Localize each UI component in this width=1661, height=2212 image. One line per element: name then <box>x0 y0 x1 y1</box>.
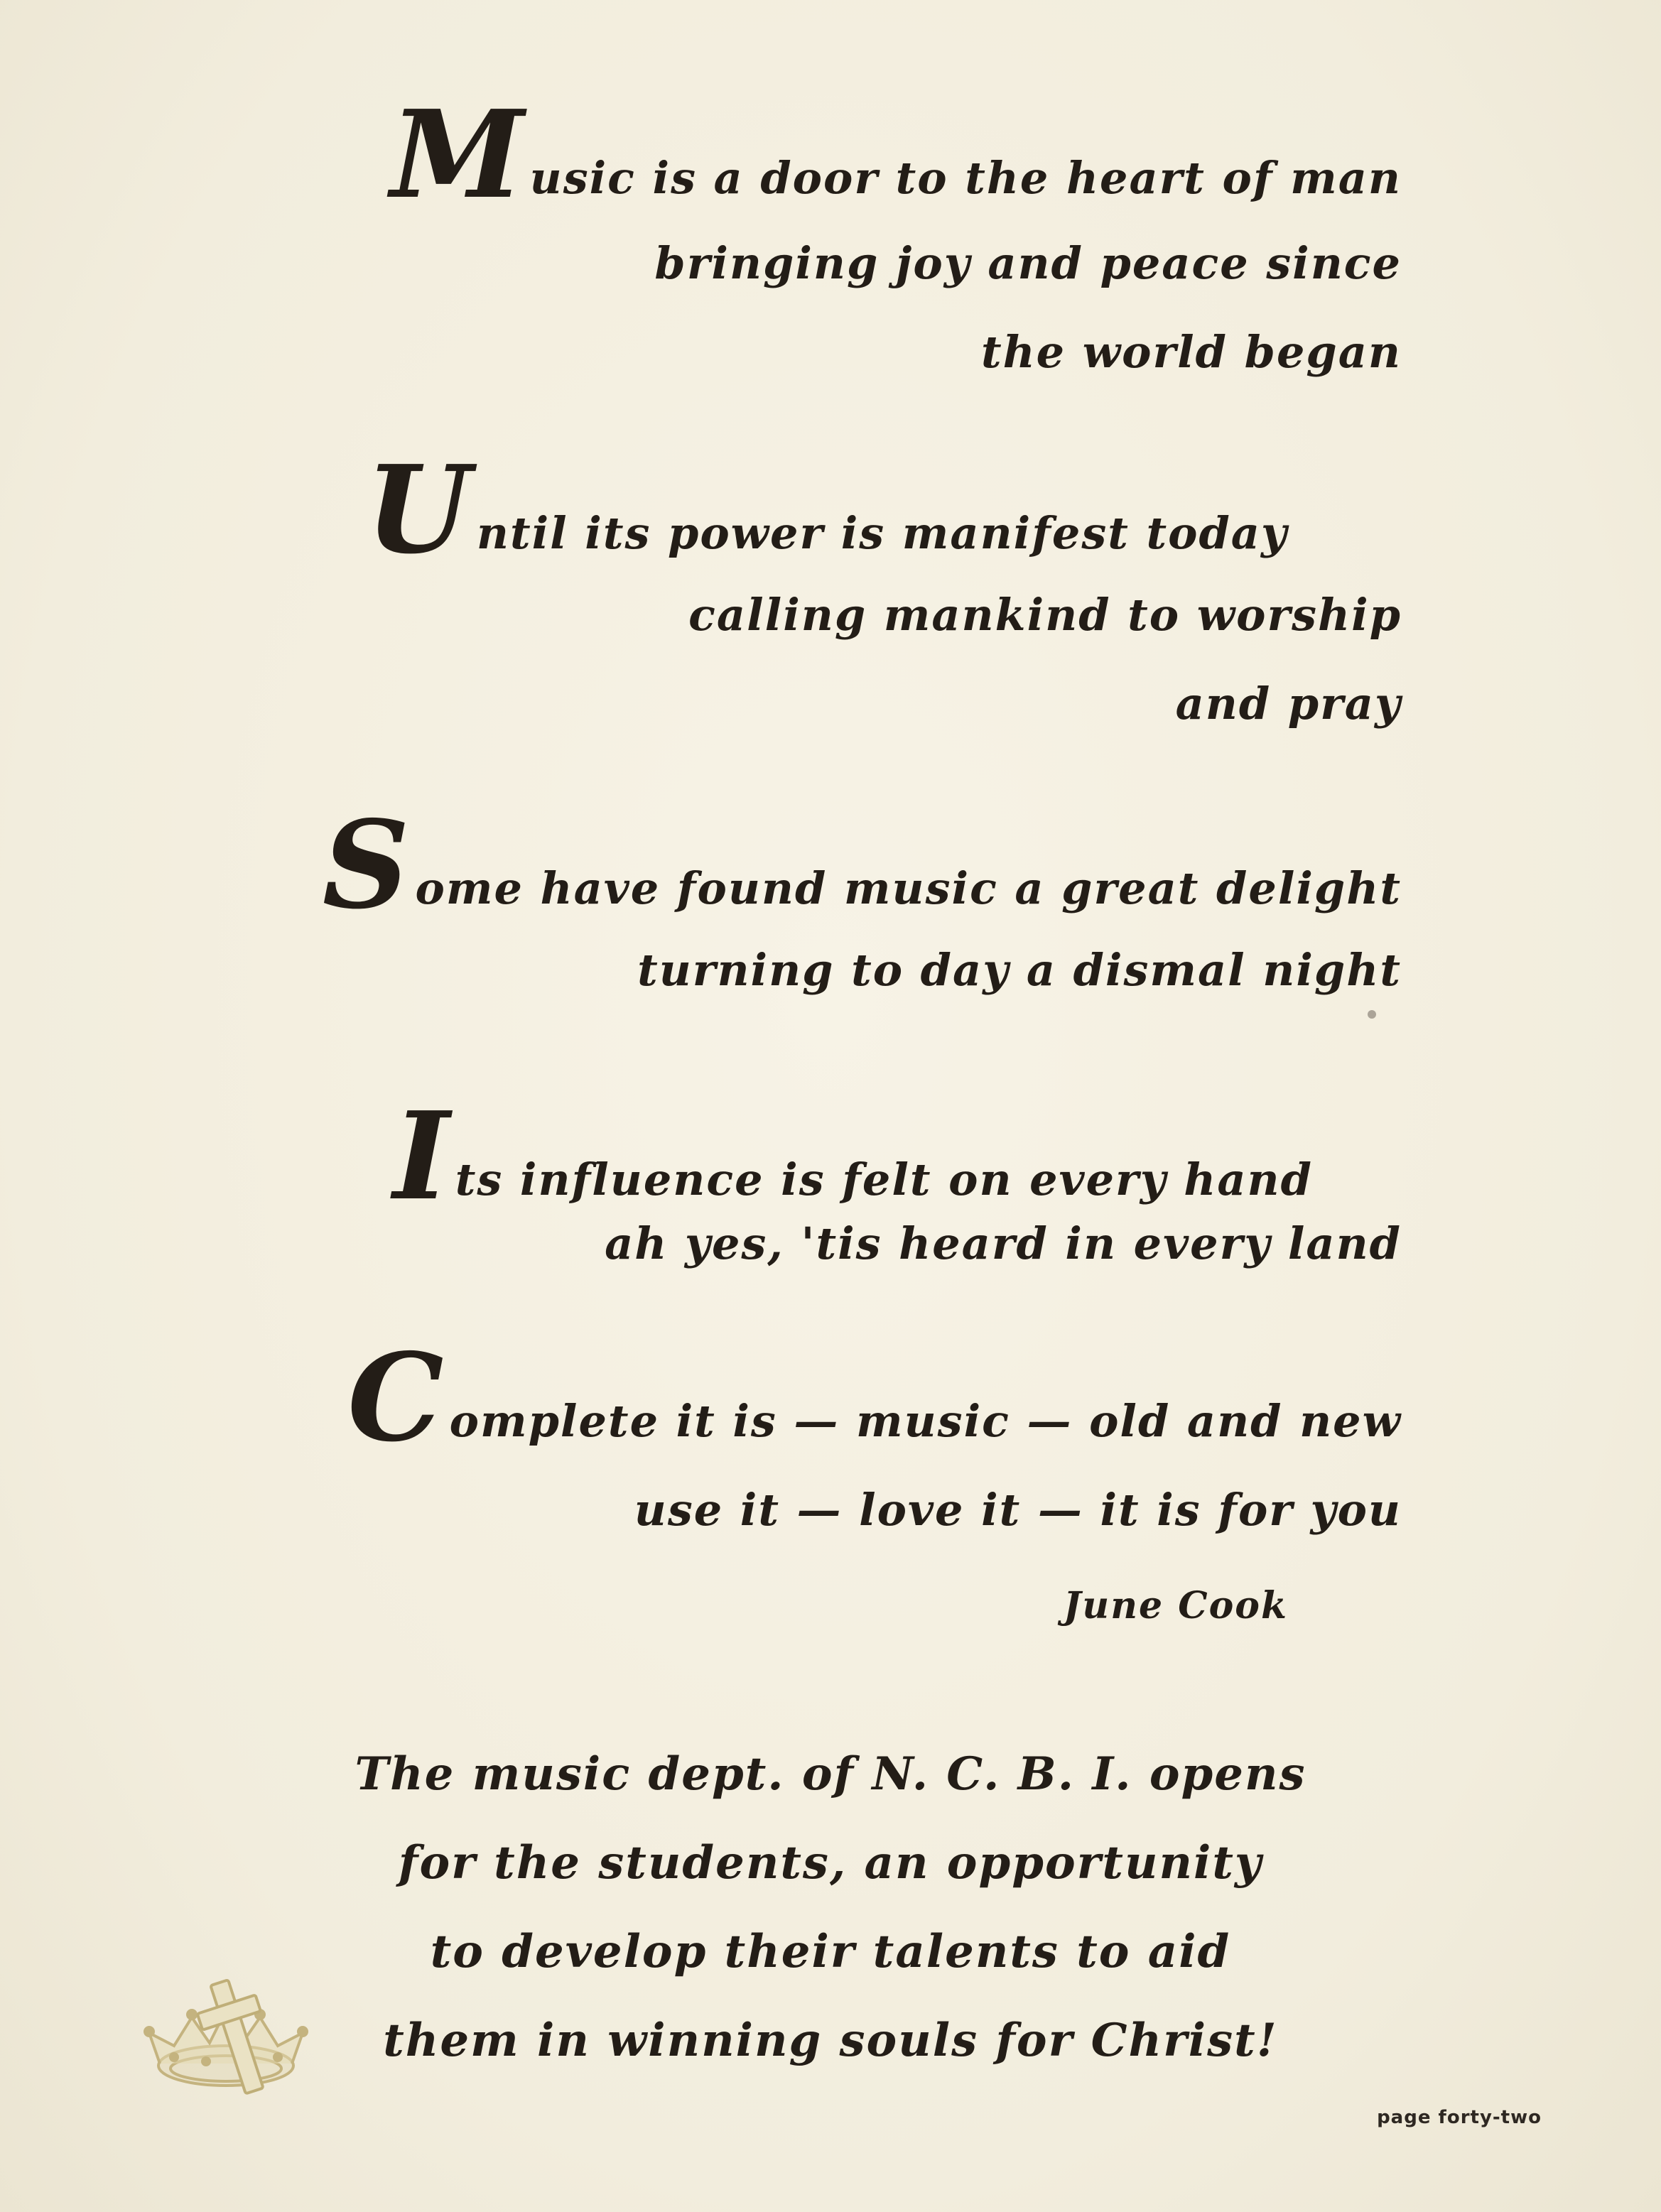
drop-cap: S <box>322 794 411 936</box>
stanza-4-line-1-text: ts influence is felt on every hand <box>455 1154 1313 1205</box>
poem-author: June Cook <box>1063 1584 1288 1627</box>
closing-line-4: them in winning souls for Christ! <box>383 2014 1278 2067</box>
drop-cap: I <box>393 1085 451 1227</box>
stanza-1-line-1 <box>390 84 1402 226</box>
stanza-3-line-2: turning to day a dismal night <box>637 944 1402 996</box>
stanza-4-line-1 <box>393 1085 1313 1227</box>
stanza-3-line-1 <box>322 794 1402 936</box>
stanza-1-line-3: the world began <box>980 326 1402 378</box>
stanza-5-line-1 <box>347 1327 1402 1469</box>
stanza-5-line-1-text: omplete it is — music — old and new <box>449 1395 1402 1447</box>
stanza-2-line-3: and pray <box>1175 678 1402 730</box>
crown-cross-icon <box>142 1975 320 2103</box>
closing-line-1: The music dept. of N. C. B. I. opens <box>355 1747 1306 1801</box>
stanza-1-line-2: bringing joy and peace since <box>654 237 1402 289</box>
stanza-2-line-1-text: ntil its power is manifest today <box>476 507 1288 559</box>
stanza-2-line-1 <box>365 439 1288 581</box>
drop-cap: U <box>365 439 472 581</box>
stanza-4-line-2: ah yes, 'tis heard in every land <box>605 1218 1402 1269</box>
closing-line-2: for the students, an opportunity <box>398 1836 1263 1890</box>
drop-cap: C <box>347 1327 445 1469</box>
closing-line-3: to develop their talents to aid <box>430 1925 1231 1978</box>
stanza-1-line-1-text: usic is a door to the heart of man <box>529 152 1402 204</box>
page-number: page forty-two <box>1377 2107 1542 2128</box>
stanza-5-line-2: use it — love it — it is for you <box>634 1484 1402 1536</box>
paper-speck <box>1368 1010 1376 1019</box>
stanza-2-line-2: calling mankind to worship <box>688 589 1402 641</box>
drop-cap: M <box>390 84 526 226</box>
stanza-3-line-1-text: ome have found music a great delight <box>415 862 1402 914</box>
